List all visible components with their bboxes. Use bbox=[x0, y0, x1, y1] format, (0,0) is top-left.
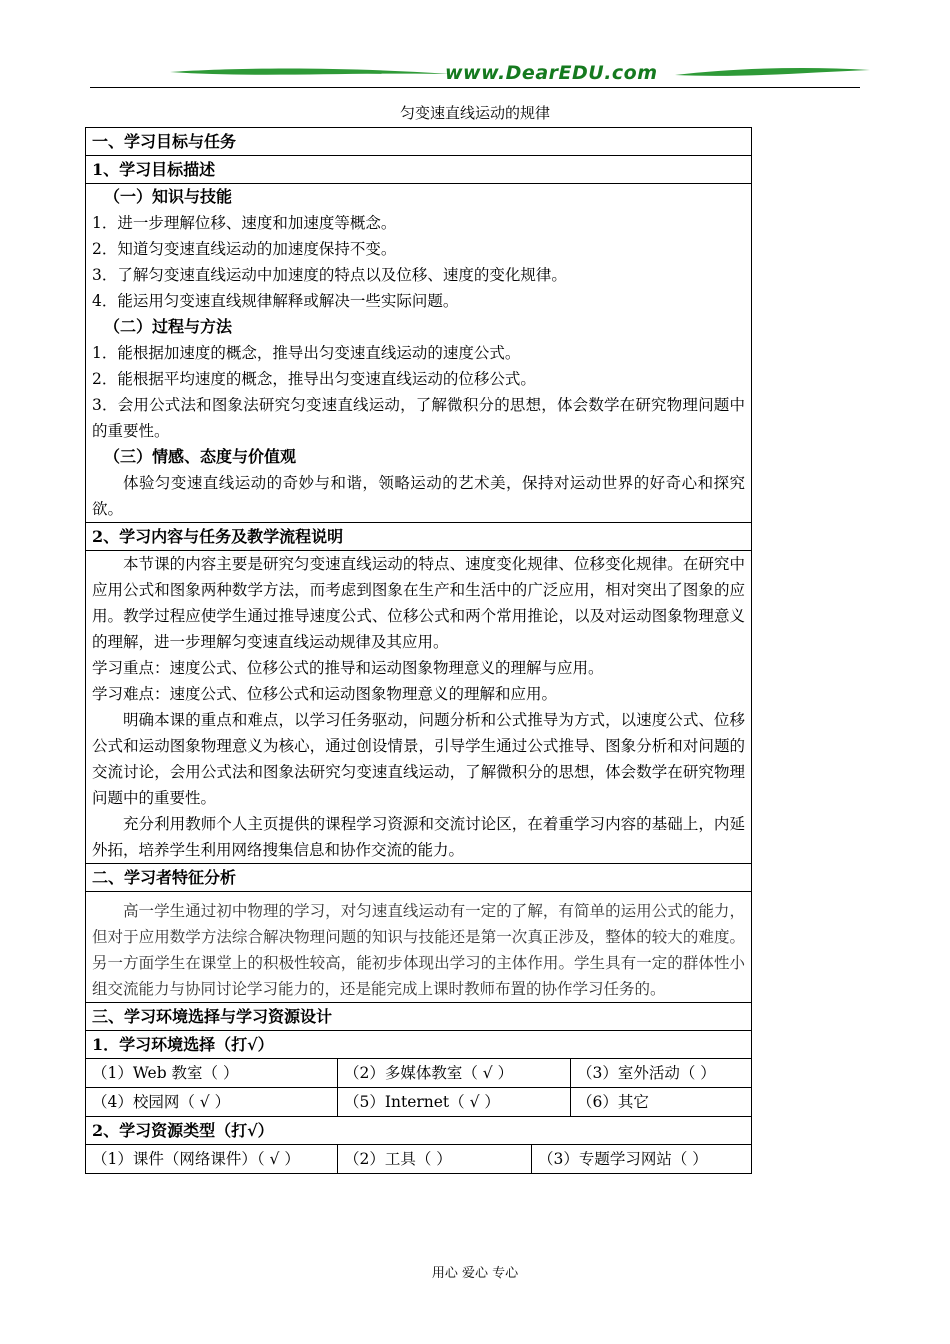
environment-row bbox=[86, 1059, 751, 1088]
page-footer: 用心 爱心 专心 bbox=[431, 1266, 519, 1281]
content-heading: 2、学习内容与任务及教学流程说明 bbox=[86, 523, 751, 551]
knowledge-item: 2．知道匀变速直线运动的加速度保持不变。 bbox=[92, 240, 397, 258]
learner-analysis-text: 高一学生通过初中物理的学习，对匀速直线运动有一定的了解，有简单的运用公式的能力，但对于应用数学方法综合解决物理问题的知识与技能还是第一次真正涉及，整体的较大的难度。另一方面学生在课堂上的积极性较高，能初步体现出学习的主体作用。学生具有一定的群体性小组交流能力与协同讨论学习能力的，还是能完成上课时教师布置的协作学习任务的。 bbox=[92, 902, 745, 998]
key-point: 学习重点：速度公式、位移公式的推导和运动图象物理意义的理解与应用。 bbox=[92, 659, 604, 677]
content-cell bbox=[86, 551, 751, 864]
learner-analysis-cell bbox=[86, 892, 751, 1003]
site-logo: www.DearEDU.com bbox=[445, 62, 658, 84]
environment-option: （3）室外活动（ ） bbox=[577, 1064, 716, 1082]
resource-option: （3）专题学习网站（ ） bbox=[538, 1150, 708, 1168]
emotion-text: 体验匀变速直线运动的奇妙与和谐，领略运动的艺术美，保持对运动世界的好奇心和探究欲。 bbox=[92, 474, 745, 518]
emotion-heading: （三）情感、态度与价值观 bbox=[104, 447, 297, 466]
section-2-heading: 二、学习者特征分析 bbox=[86, 864, 751, 892]
header-rule bbox=[90, 87, 860, 88]
knowledge-item: 3．了解匀变速直线运动中加速度的特点以及位移、速度的变化规律。 bbox=[92, 266, 567, 284]
process-item: 1．能根据加速度的概念，推导出匀变速直线运动的速度公式。 bbox=[92, 344, 521, 362]
knowledge-heading: （一）知识与技能 bbox=[104, 187, 233, 206]
resource-option: （2）工具（ ） bbox=[338, 1145, 532, 1173]
document-title: 匀变速直线运动的规律 bbox=[399, 104, 550, 122]
process-item: 2．能根据平均速度的概念，推导出匀变速直线运动的位移公式。 bbox=[92, 370, 536, 388]
process-item: 3．会用公式法和图象法研究匀变速直线运动，了解微积分的思想，体会数学在研究物理问题中的重要性。 bbox=[92, 396, 745, 440]
learning-goals-cell bbox=[86, 184, 751, 523]
environment-option: （6）其它 bbox=[577, 1093, 649, 1111]
environment-heading: 1．学习环境选择（打√） bbox=[86, 1031, 751, 1059]
left-swoosh-decoration bbox=[170, 66, 450, 80]
environment-option: （4）校园网（ √ ） bbox=[86, 1088, 338, 1116]
resource-heading: 2、学习资源类型（打√） bbox=[86, 1117, 751, 1145]
resource-row bbox=[86, 1145, 751, 1173]
learning-goals-heading: 1、学习目标描述 bbox=[86, 156, 751, 184]
environment-row bbox=[86, 1088, 751, 1117]
right-swoosh-decoration bbox=[675, 66, 870, 80]
content-paragraph: 本节课的内容主要是研究匀变速直线运动的特点、速度变化规律、位移变化规律。在研究中应用公式和图象两种数学方法，而考虑到图象在生产和生活中的广泛应用，相对突出了图象的应用。教学过程应使学生通过推导速度公式、位移公式和两个常用推论，以及对运动图象物理意义的理解，进一步理解匀变速直线运动规律及其应用。 bbox=[92, 555, 745, 651]
process-heading: （二）过程与方法 bbox=[104, 317, 233, 336]
environment-option: （2）多媒体教室（ √ ） bbox=[338, 1059, 571, 1087]
content-paragraph: 明确本课的重点和难点，以学习任务驱动，问题分析和公式推导为方式，以速度公式、位移公式和运动图象物理意义为核心，通过创设情景，引导学生通过公式推导、图象分析和对问题的交流讨论，会用公式法和图象法研究匀变速直线运动，了解微积分的思想，体会数学在研究物理问题中的重要性。 bbox=[92, 711, 745, 807]
site-header bbox=[90, 60, 860, 92]
knowledge-item: 1．进一步理解位移、速度和加速度等概念。 bbox=[92, 214, 397, 232]
knowledge-item: 4．能运用匀变速直线规律解释或解决一些实际问题。 bbox=[92, 292, 459, 310]
section-1-heading: 一、学习目标与任务 bbox=[86, 128, 751, 156]
section-3-heading: 三、学习环境选择与学习资源设计 bbox=[86, 1003, 751, 1031]
content-paragraph: 充分利用教师个人主页提供的课程学习资源和交流讨论区，在着重学习内容的基础上，内延外拓，培养学生利用网络搜集信息和协作交流的能力。 bbox=[92, 815, 745, 859]
resource-option: （1）课件（网络课件）（ √ ） bbox=[86, 1145, 338, 1173]
lesson-plan-table bbox=[85, 127, 752, 1174]
environment-option: （5）Internet（ √ ） bbox=[338, 1088, 571, 1116]
environment-option: （1）Web 教室（ ） bbox=[86, 1059, 338, 1087]
difficulty-point: 学习难点：速度公式、位移公式和运动图象物理意义的理解和应用。 bbox=[92, 685, 558, 703]
